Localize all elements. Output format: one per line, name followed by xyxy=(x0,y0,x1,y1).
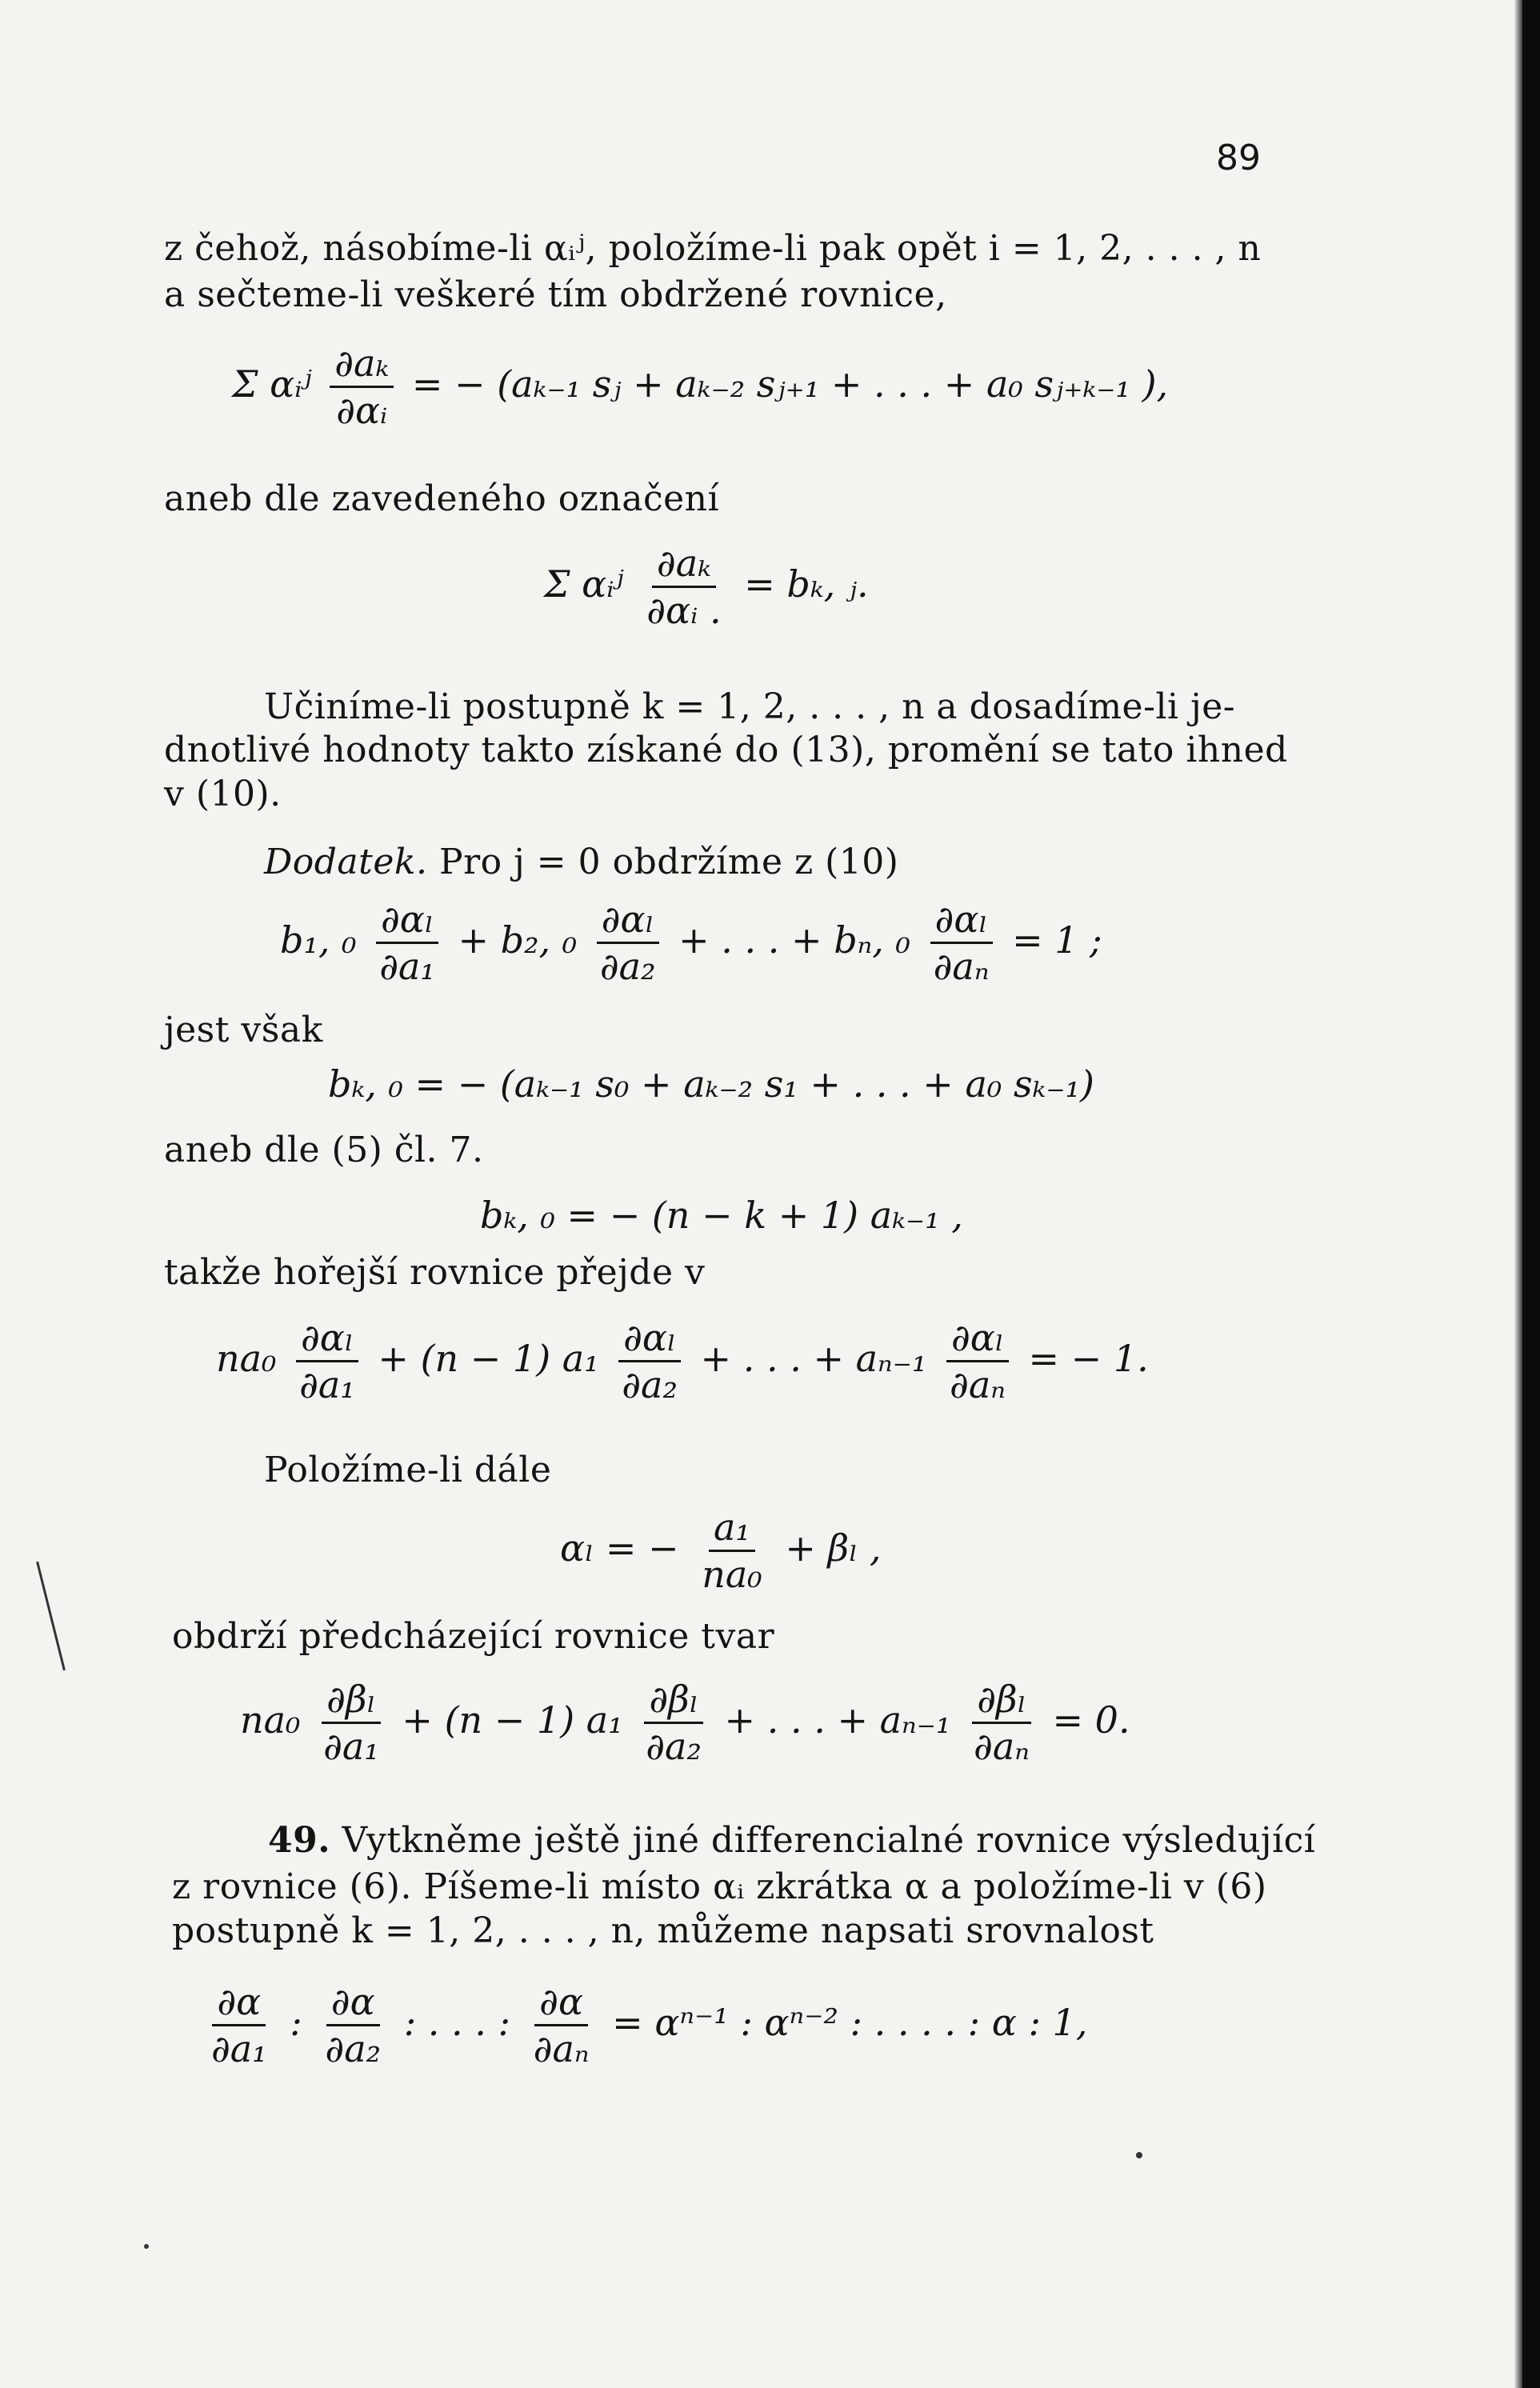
equation-2 xyxy=(544,542,869,633)
fraction-denominator: ∂αᵢ xyxy=(336,389,388,433)
equation-7-rest: + βₗ , xyxy=(785,1526,882,1570)
fraction-numerator: ∂aₖ xyxy=(652,544,716,588)
fraction-numerator: ∂α xyxy=(212,1982,266,2026)
equation-3-fraction-3 xyxy=(929,898,994,989)
text-line-14: z rovnice (6). Píšeme-li místo αᵢ zkrátka α a položíme-li v (6) xyxy=(172,1866,1267,1907)
equation-6-fraction-1 xyxy=(294,1318,360,1405)
fraction-numerator: ∂αₗ xyxy=(930,900,993,944)
equation-3-term-3: + . . . + bₙ, ₀ xyxy=(678,918,910,962)
scan-border xyxy=(1522,0,1540,2388)
fraction-denominator: ∂aₙ xyxy=(950,1363,1006,1407)
fraction-numerator: ∂aₖ xyxy=(330,344,394,388)
equation-1 xyxy=(232,342,1169,433)
text-line-4: Učiníme-li postupně k = 1, 2, . . . , n a dosadíme-li je- xyxy=(264,686,1236,727)
text-line-11: Položíme-li dále xyxy=(264,1450,552,1490)
scan-shadow xyxy=(1514,0,1522,2388)
equation-1-rest: = − (aₖ₋₁ sⱼ + aₖ₋₂ sⱼ₊₁ + . . . + a₀ sⱼ₊ₖ₋₁ ), xyxy=(411,362,1169,406)
text-line-8: jest však xyxy=(164,1010,323,1050)
fraction-numerator: ∂βₗ xyxy=(644,1680,703,1724)
equation-2-lead: Σ αᵢʲ xyxy=(544,562,624,606)
fraction-denominator: ∂a₂ xyxy=(599,945,656,989)
equation-8-term-2: + (n − 1) a₁ xyxy=(402,1698,623,1742)
fraction-denominator: ∂a₁ xyxy=(211,2027,267,2071)
fraction-denominator: ∂a₁ xyxy=(299,1363,355,1407)
equation-8-term-1: na₀ xyxy=(240,1698,301,1742)
text-line-15: postupně k = 1, 2, . . . , n, můžeme napsati srovnalost xyxy=(172,1910,1154,1951)
equation-9-fraction-3 xyxy=(529,1982,594,2069)
text-line-1: z čehož, násobíme-li αᵢʲ, položíme-li pak opět i = 1, 2, . . . , n xyxy=(164,228,1262,269)
fraction-numerator: ∂αₗ xyxy=(618,1318,681,1362)
equation-8-term-3: + . . . + aₙ₋₁ xyxy=(724,1698,951,1742)
equation-7 xyxy=(560,1506,882,1597)
text-line-12: obdrží předcházející rovnice tvar xyxy=(172,1616,775,1657)
scan-artifact-line xyxy=(36,1562,66,1671)
equation-6 xyxy=(216,1318,1149,1405)
fraction-numerator: ∂α xyxy=(326,1982,380,2026)
equation-6-term-4: = − 1. xyxy=(1028,1336,1149,1380)
text-line-9: aneb dle (5) čl. 7. xyxy=(164,1130,484,1170)
fraction-denominator: ∂a₂ xyxy=(622,1363,678,1407)
equation-9 xyxy=(200,1982,1087,2069)
fraction-denominator: ∂a₂ xyxy=(325,2027,382,2071)
equation-2-fraction xyxy=(642,542,726,633)
equation-3-term-4: = 1 ; xyxy=(1012,918,1102,962)
equation-8-fraction-1 xyxy=(318,1678,384,1769)
fraction-denominator: na₀ xyxy=(702,1553,762,1597)
fraction-numerator: ∂βₗ xyxy=(322,1680,381,1724)
fraction-denominator: ∂a₁ xyxy=(323,1725,379,1769)
equation-8 xyxy=(240,1678,1130,1769)
equation-8-term-4: = 0. xyxy=(1052,1698,1130,1742)
section-label-dodatek: Dodatek. xyxy=(264,842,428,882)
equation-9-separator-1: : xyxy=(290,2000,302,2044)
text-line-7 xyxy=(264,842,898,882)
fraction-numerator: ∂αₗ xyxy=(296,1318,358,1362)
page-number: 89 xyxy=(1216,138,1261,178)
fraction-denominator: ∂aₙ xyxy=(533,2027,590,2071)
fraction-numerator: ∂αₗ xyxy=(597,900,659,944)
text-line-7-rest: Pro j = 0 obdržíme z (10) xyxy=(427,842,899,882)
fraction-denominator: ∂a₂ xyxy=(646,1725,702,1769)
equation-3 xyxy=(280,898,1102,989)
text-line-6: v (10). xyxy=(164,774,282,814)
text-line-10: takže hořejší rovnice přejde v xyxy=(164,1252,706,1293)
fraction-denominator: ∂aₙ xyxy=(974,1725,1030,1769)
equation-1-fraction xyxy=(330,342,394,433)
equation-9-rest: = αⁿ⁻¹ : αⁿ⁻² : . . . . : α : 1, xyxy=(612,2000,1088,2044)
equation-6-fraction-2 xyxy=(617,1318,682,1405)
equation-8-fraction-2 xyxy=(641,1678,706,1769)
equation-6-term-2: + (n − 1) a₁ xyxy=(378,1336,599,1380)
fraction-denominator: ∂a₁ xyxy=(379,945,435,989)
fraction-denominator: ∂aₙ xyxy=(933,945,990,989)
fraction-numerator: ∂α xyxy=(534,1982,588,2026)
equation-3-term-2: + b₂, ₀ xyxy=(458,918,578,962)
equation-5: bₖ, ₀ = − (n − k + 1) aₖ₋₁ , xyxy=(480,1194,963,1237)
equation-3-term-1: b₁, ₀ xyxy=(280,918,357,962)
text-line-13 xyxy=(268,1820,1315,1861)
equation-4: bₖ, ₀ = − (aₖ₋₁ s₀ + aₖ₋₂ s₁ + . . . + a₀ sₖ₋₁) xyxy=(328,1062,1095,1106)
scan-artifact-dot xyxy=(1136,2152,1142,2158)
equation-6-fraction-3 xyxy=(945,1318,1010,1405)
equation-1-lead: Σ αᵢʲ xyxy=(232,362,312,406)
equation-3-fraction-2 xyxy=(595,898,661,989)
equation-9-fraction-1 xyxy=(206,1982,272,2069)
text-line-2: a sečteme-li veškeré tím obdržené rovnice, xyxy=(164,274,947,315)
fraction-numerator: ∂αₗ xyxy=(946,1318,1009,1362)
text-line-3: aneb dle zavedeného označení xyxy=(164,478,720,519)
section-number: 49. xyxy=(268,1820,331,1861)
equation-7-fraction xyxy=(697,1506,767,1597)
equation-7-lead: αₗ = − xyxy=(560,1526,679,1570)
fraction-numerator: ∂βₗ xyxy=(972,1680,1031,1724)
fraction-denominator: ∂αᵢ . xyxy=(646,589,722,633)
equation-6-term-3: + . . . + aₙ₋₁ xyxy=(700,1336,927,1380)
text-line-13-rest: Vytkněme ještě jiné differencialné rovnice výsledující xyxy=(330,1820,1316,1861)
equation-3-fraction-1 xyxy=(374,898,440,989)
equation-6-term-1: na₀ xyxy=(216,1336,277,1380)
equation-2-rest: = bₖ, ⱼ. xyxy=(744,562,869,606)
equation-8-fraction-3 xyxy=(969,1678,1034,1769)
equation-9-fraction-2 xyxy=(320,1982,386,2069)
fraction-numerator: ∂αₗ xyxy=(376,900,438,944)
text-line-5: dnotlivé hodnoty takto získané do (13), promění se tato ihned xyxy=(164,730,1288,770)
scan-artifact-dot xyxy=(144,2244,149,2249)
fraction-numerator: a₁ xyxy=(709,1508,755,1552)
equation-9-separator-2: : . . . : xyxy=(403,2000,511,2044)
